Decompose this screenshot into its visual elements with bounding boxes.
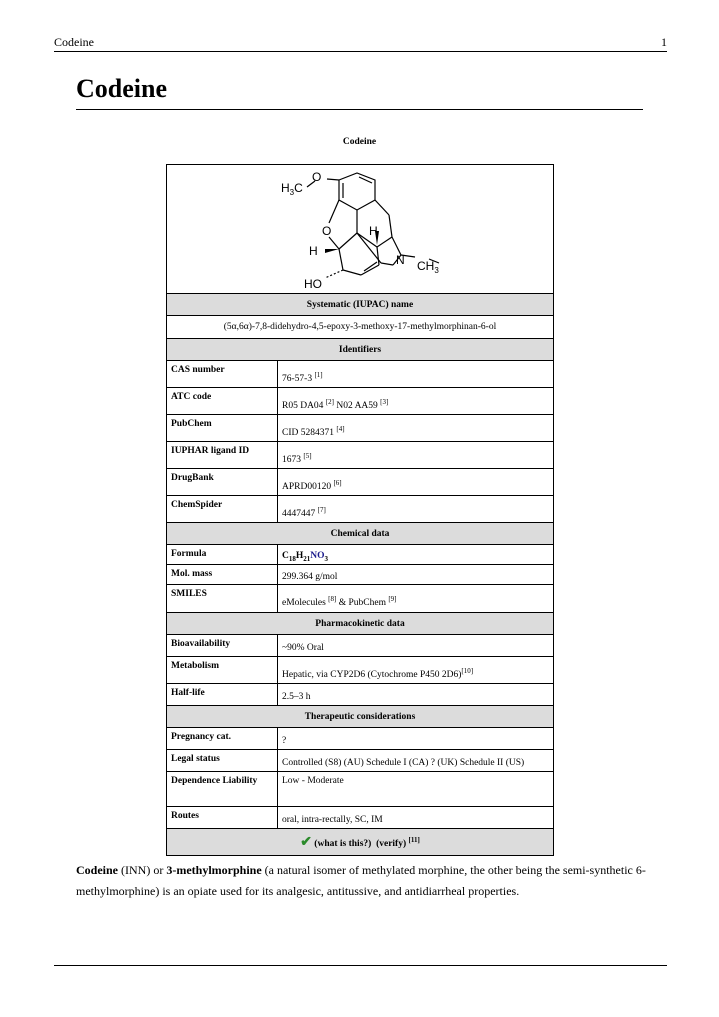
ref-link[interactable]: [10] [461,667,474,675]
dependence-value: Low - Moderate [278,772,554,807]
ref-link[interactable]: [6] [333,479,342,487]
structure-image-cell [167,165,554,294]
dependence-label: Dependence Liability [167,772,278,807]
alt-name: 3-methylmorphine [166,863,262,877]
cas-label: CAS number [167,361,278,388]
half-life-label: Half-life [167,684,278,706]
ref-link[interactable]: [5] [303,452,312,460]
half-life-value: 2.5–3 h [278,684,554,706]
intro-paragraph: Codeine (INN) or 3-methylmorphine (a natural isomer of methylated morphine, the other being the semi-synthetic 6-methylmorphine) is an opiate used for its analgesic, antitussive, and antidiarrheal properties. [76,863,646,898]
drugbank-value: APRD00120 [6] [278,469,554,496]
routes-value: oral, intra-rectally, SC, IM [278,807,554,829]
header-rule [54,51,667,52]
label-h3c: $H_3C$ [281,181,303,197]
pubchem-link[interactable]: & PubChem [336,598,389,609]
formula-value: $C_{18}H_{21}NO_3$ [278,545,554,565]
section-pharmacokinetic: Pharmacokinetic data [167,613,554,635]
atc-value: R05 DA04 [2] N02 AA59 [3] [278,388,554,415]
infobox-caption: Codeine [342,137,377,147]
bioavailability-value: ~90% Oral [278,635,554,657]
atc-label: ATC code [167,388,278,415]
mass-label: Mol. mass [167,565,278,585]
ref-link[interactable]: [9] [388,595,397,603]
ref-link[interactable]: [8] [328,595,337,603]
drugbank-label: DrugBank [167,469,278,496]
section-chemical: Chemical data [167,523,554,545]
codeine-structure-image [167,165,553,293]
routes-label: Routes [167,807,278,829]
label-o-methoxy: O [312,170,322,184]
pubchem-label: PubChem [167,415,278,442]
ref-link[interactable]: [7] [317,506,326,514]
metabolism-label: Metabolism [167,657,278,684]
section-iupac: Systematic (IUPAC) name [167,294,554,316]
title-rule [76,109,643,110]
label-n: N [396,253,405,267]
pregnancy-value: ? [278,728,554,750]
label-h-right: H [369,224,378,238]
label-o-ring: O [322,224,332,238]
section-identifiers: Identifiers [167,339,554,361]
formula-label: Formula [167,545,278,565]
chemspider-value: 4447447 [7] [278,496,554,523]
drug-name: Codeine [76,863,118,877]
checkmark-icon: ✔ [300,834,312,850]
running-header-title: Codeine [54,35,94,49]
pregnancy-label: Pregnancy cat. [167,728,278,750]
bioavailability-label: Bioavailability [167,635,278,657]
section-therapeutic: Therapeutic considerations [167,706,554,728]
ref-link[interactable]: [3] [380,398,389,406]
smiles-label: SMILES [167,585,278,613]
label-ho: HO [304,277,322,291]
what-is-this-link[interactable]: (what is this?) [314,838,372,849]
ref-link[interactable]: [4] [336,425,345,433]
label-ch3: $CH_3$ [417,259,439,275]
legal-status-label: Legal status [167,750,278,772]
iuphar-value: 1673 [5] [278,442,554,469]
verify-link[interactable]: (verify) [376,838,407,849]
iupac-name: (5α,6α)-7,8-didehydro-4,5-epoxy-3-methoxy-17-methylmorphinan-6-ol [167,316,554,339]
pubchem-value: CID 5284371 [4] [278,415,554,442]
emolecules-link[interactable]: eMolecules [282,598,329,609]
legal-status-value: Controlled (S8) (AU) Schedule I (CA) ? (UK) Schedule II (US) [278,750,554,772]
metabolism-value: Hepatic, via CYP2D6 (Cytochrome P450 2D6)[10] [278,657,554,684]
chemspider-label: ChemSpider [167,496,278,523]
drug-infobox [166,164,554,856]
page-number: 1 [661,35,667,49]
verification-row [167,829,554,856]
smiles-value [278,585,554,613]
iuphar-label: IUPHAR ligand ID [167,442,278,469]
mass-value: 299.364 g/mol [278,565,554,585]
footer-rule [54,965,667,966]
cas-value: 76-57-3 [1] [278,361,554,388]
page-title: Codeine [76,74,167,103]
ref-link[interactable]: [11] [408,835,420,844]
label-h-left: H [309,244,318,258]
ref-link[interactable]: [1] [314,371,323,379]
ref-link[interactable]: [2] [325,398,334,406]
